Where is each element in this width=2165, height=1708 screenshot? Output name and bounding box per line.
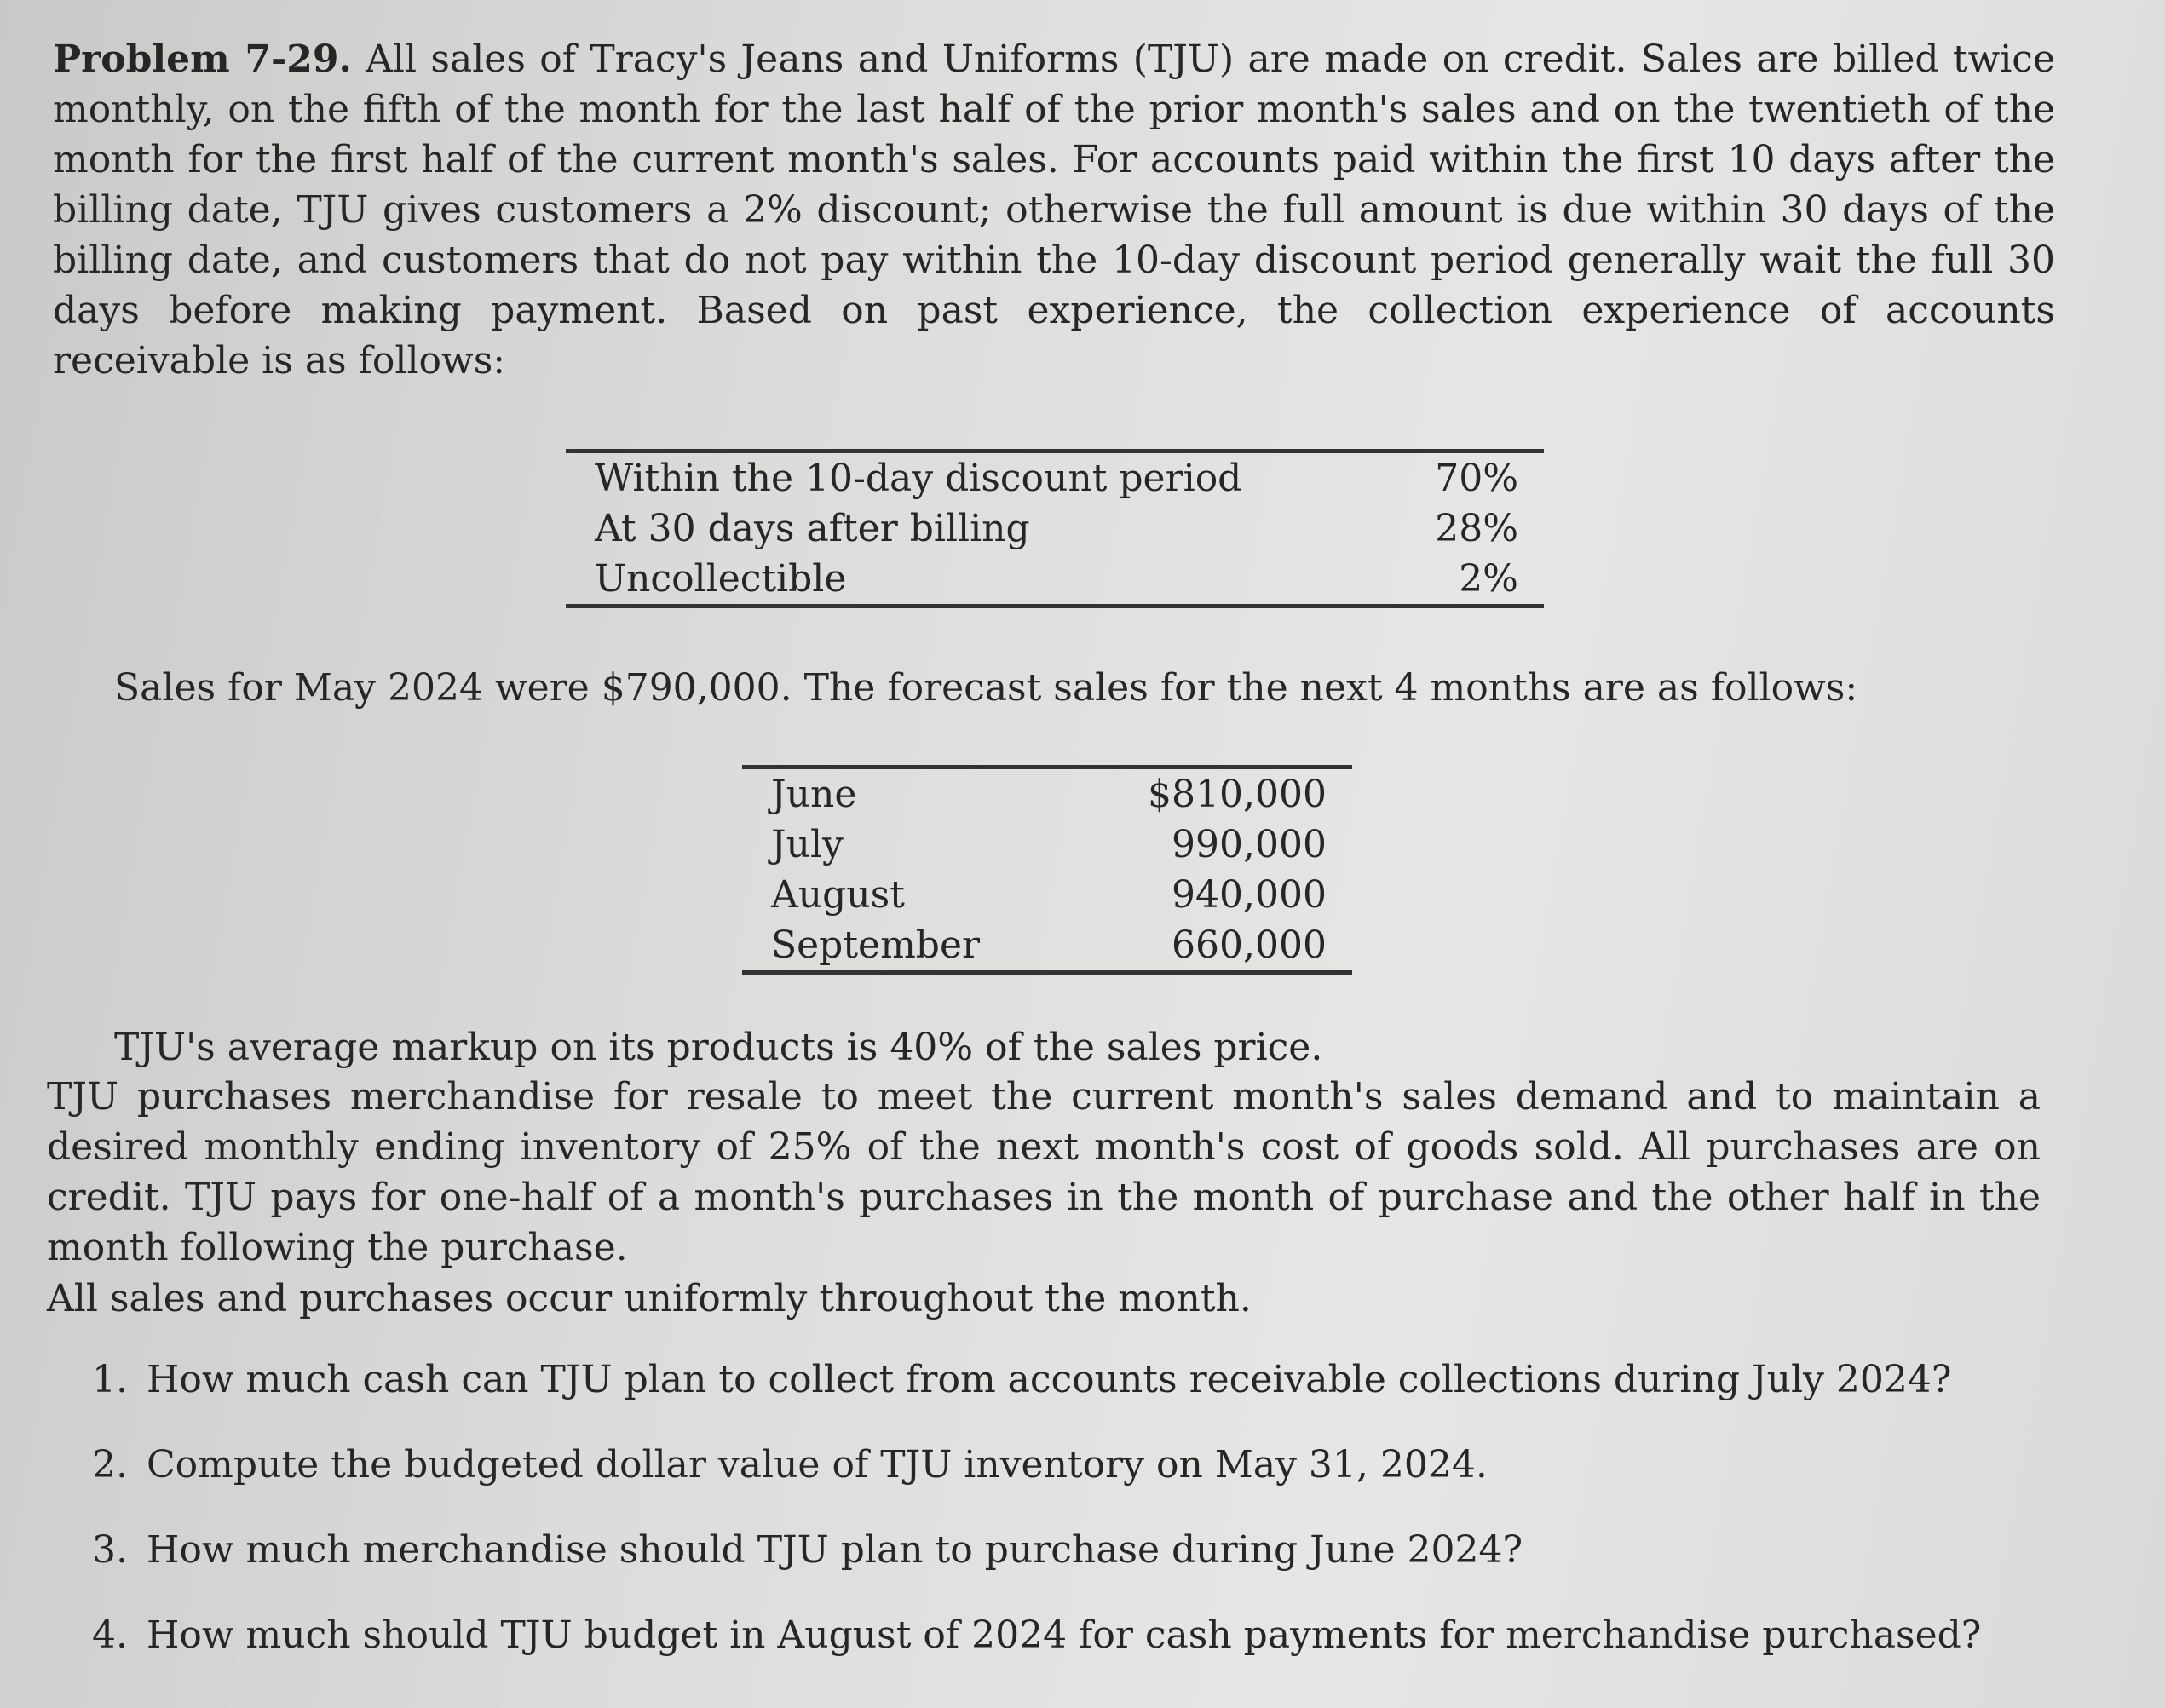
- table-row: [742, 768, 1352, 820]
- row-label: Uncollectible: [595, 557, 847, 601]
- question-item: [92, 1610, 1981, 1695]
- row-label: Within the 10-day discount period: [595, 457, 1242, 500]
- problem-heading: Problem 7-29.: [53, 37, 352, 81]
- month-label: June: [771, 773, 857, 816]
- question-text: How much cash can TJU plan to collect from accounts receivable collections during July 2024?: [147, 1358, 1952, 1401]
- questions-list: [92, 1354, 1981, 1695]
- question-number: 2.: [92, 1443, 128, 1487]
- question-item: [92, 1440, 1981, 1525]
- question-item: [92, 1354, 1981, 1440]
- intro-paragraph: [53, 34, 2055, 386]
- row-value: 2%: [1459, 557, 1518, 601]
- month-sales: 990,000: [1172, 823, 1327, 866]
- question-text: Compute the budgeted dollar value of TJU inventory on May 31, 2024.: [147, 1443, 1488, 1487]
- row-value: 28%: [1435, 507, 1518, 550]
- forecast-sales-table: [742, 765, 1352, 975]
- collection-experience-table: [566, 449, 1544, 608]
- month-sales: $810,000: [1148, 773, 1327, 816]
- month-label: September: [771, 923, 981, 967]
- question-text: How much should TJU budget in August of 2024 for cash payments for merchandise purchased?: [147, 1613, 1982, 1657]
- table-row: [566, 451, 1544, 504]
- question-text: How much merchandise should TJU plan to purchase during June 2024?: [147, 1528, 1523, 1572]
- table-row: [742, 819, 1352, 870]
- uniform-line: All sales and purchases occur uniformly throughout the month.: [47, 1277, 1252, 1320]
- sales-sentence: Sales for May 2024 were $790,000. The forecast sales for the next 4 months are as follows:: [114, 666, 1858, 710]
- table-row: [742, 870, 1352, 920]
- month-label: July: [771, 823, 844, 866]
- table-row: [742, 920, 1352, 973]
- month-label: August: [771, 873, 905, 917]
- question-number: 4.: [92, 1613, 128, 1657]
- row-label: At 30 days after billing: [595, 507, 1030, 550]
- question-item: [92, 1525, 1981, 1610]
- table-row: [566, 554, 1544, 607]
- month-sales: 940,000: [1172, 873, 1327, 917]
- month-sales: 660,000: [1172, 923, 1327, 967]
- intro-text: All sales of Tracy's Jeans and Uniforms (TJU) are made on credit. Sales are billed twice monthly, on the fifth of the month for the last half of the prior month's sales and on the twentieth of the month for the first half of the current month's sales. For accounts paid within the first 10 days after the billing date, TJU gives customers a 2% discount; otherwise the full amount is due within 30 days of the billing date, and customers that do not pay within the 10-day discount period generally wait the full 30 days before making payment. Based on past experience, the collection experience of accounts receivable is as follows:: [53, 37, 2055, 382]
- table-row: [566, 503, 1544, 554]
- row-value: 70%: [1435, 457, 1518, 500]
- markup-line: TJU's average markup on its products is 40% of the sales price.: [114, 1026, 1323, 1069]
- purchase-paragraph: TJU purchases merchandise for resale to meet the current month's sales demand and to maintain a desired monthly ending inventory of 25% of the next month's cost of goods sold. All purchases are on credit. TJU pays for one-half of a month's purchases in the month of purchase and the other half in the month following the purchase.: [47, 1075, 2041, 1269]
- question-number: 3.: [92, 1528, 128, 1572]
- question-number: 1.: [92, 1358, 128, 1401]
